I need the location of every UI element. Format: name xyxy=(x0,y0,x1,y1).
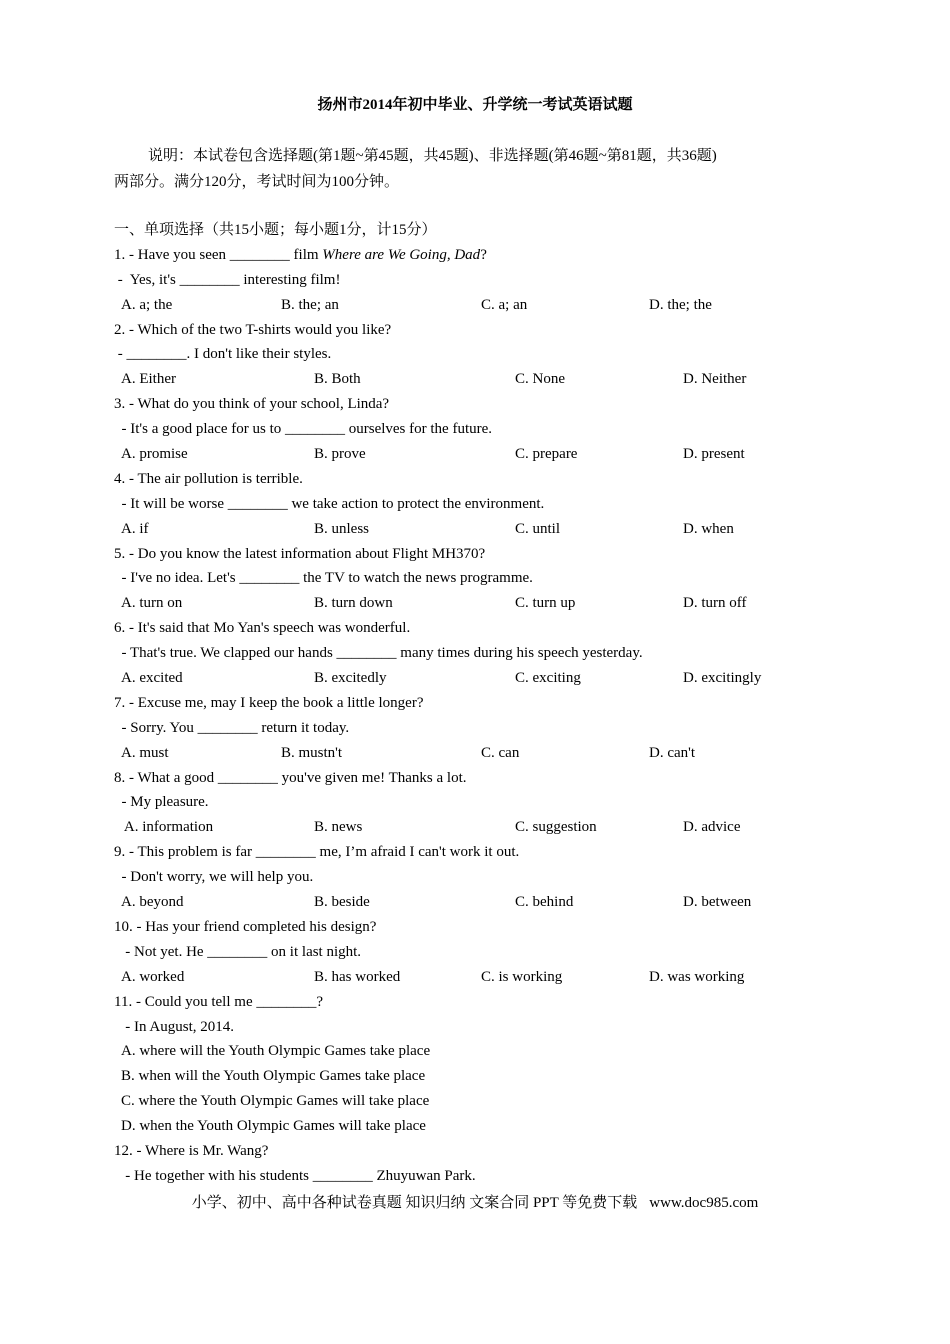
question-4-response: - It will be worse ________ we take action to protect the environment. xyxy=(114,495,545,512)
question-1-option-d: D. the; the xyxy=(649,296,712,313)
question-6-option-b: B. excitedly xyxy=(314,670,387,687)
question-7-prompt: 7. - Excuse me, may I keep the book a little longer? xyxy=(114,694,424,711)
footer-text: 小学、初中、高中各种试卷真题 知识归纳 文案合同 PPT 等免费下载 xyxy=(191,1195,638,1211)
question-1-options xyxy=(114,293,854,318)
film-title: Where are We Going, Dad xyxy=(322,246,481,263)
question-11-option-a: A. where will the Youth Olympic Games take place xyxy=(121,1043,431,1060)
instructions-line-2: 两部分。满分120分，考试时间为100分钟。 xyxy=(114,174,400,190)
question-11-option-c: C. where the Youth Olympic Games will take place xyxy=(121,1093,430,1110)
question-1-prompt xyxy=(114,243,854,268)
question-1-option-c: C. a; an xyxy=(481,296,528,313)
question-2-options xyxy=(114,367,854,392)
question-5-prompt: 5. - Do you know the latest information about Flight MH370? xyxy=(114,545,486,562)
question-8-options xyxy=(114,815,854,840)
question-9-option-a: A. beyond xyxy=(121,894,184,911)
question-6-option-a: A. excited xyxy=(121,670,183,687)
question-9-options xyxy=(114,890,854,915)
question-9-response: - Don't worry, we will help you. xyxy=(114,869,314,886)
question-4-options xyxy=(114,517,854,542)
question-list xyxy=(114,218,854,1189)
question-4-prompt: 4. - The air pollution is terrible. xyxy=(114,470,303,487)
question-2-option-d: D. Neither xyxy=(683,371,747,388)
question-5-option-a: A. turn on xyxy=(121,595,183,612)
question-7-option-b: B. mustn't xyxy=(281,744,343,761)
question-3-option-d: D. present xyxy=(683,446,745,463)
question-9-prompt: 9. - This problem is far ________ me, I’m afraid I can't work it out. xyxy=(114,844,520,861)
question-3-options xyxy=(114,442,854,467)
question-6-response: - That's true. We clapped our hands ________ many times during his speech yesterday. xyxy=(114,645,643,662)
question-9-option-d: D. between xyxy=(683,894,752,911)
question-9-option-c: C. behind xyxy=(515,894,574,911)
question-2-option-c: C. None xyxy=(515,371,565,388)
question-2-response: - ________. I don't like their styles. xyxy=(114,346,332,363)
question-3-prompt: 3. - What do you think of your school, Linda? xyxy=(114,396,390,413)
page-footer xyxy=(0,1191,950,1212)
question-3-option-a: A. promise xyxy=(121,446,188,463)
question-10-options xyxy=(114,965,854,990)
footer-url: www.doc985.com xyxy=(649,1195,759,1211)
question-12-prompt: 12. - Where is Mr. Wang? xyxy=(114,1142,269,1159)
question-11-prompt: 11. - Could you tell me ________? xyxy=(114,993,324,1010)
question-10-response: - Not yet. He ________ on it last night. xyxy=(114,943,362,960)
question-7-option-d: D. can't xyxy=(649,744,696,761)
question-2-option-a: A. Either xyxy=(121,371,176,388)
exam-instructions xyxy=(114,143,842,195)
question-11-option-d: D. when the Youth Olympic Games will take place xyxy=(121,1118,426,1135)
question-1-end: ? xyxy=(480,246,487,263)
question-6-option-d: D. excitingly xyxy=(683,670,762,687)
question-10-option-a: A. worked xyxy=(121,968,185,985)
question-12-response: - He together with his students ________ Zhuyuwan Park. xyxy=(114,1167,476,1184)
question-3-option-b: B. prove xyxy=(314,446,366,463)
question-2-prompt: 2. - Which of the two T-shirts would you like? xyxy=(114,321,392,338)
question-10-prompt: 10. - Has your friend completed his design? xyxy=(114,918,377,935)
question-5-option-d: D. turn off xyxy=(683,595,747,612)
question-7-option-c: C. can xyxy=(481,744,520,761)
question-10-option-c: C. is working xyxy=(481,968,563,985)
question-5-option-b: B. turn down xyxy=(314,595,393,612)
question-11-option-b: B. when will the Youth Olympic Games take place xyxy=(121,1068,426,1085)
question-2-option-b: B. Both xyxy=(314,371,361,388)
question-8-option-d: D. advice xyxy=(683,819,741,836)
question-8-prompt: 8. - What a good ________ you've given me! Thanks a lot. xyxy=(114,769,467,786)
question-6-options xyxy=(114,666,854,691)
question-3-response: - It's a good place for us to ________ ourselves for the future. xyxy=(114,421,493,438)
question-1-response: - Yes, it's ________ interesting film! xyxy=(114,271,341,288)
question-4-option-c: C. until xyxy=(515,520,561,537)
question-10-option-d: D. was working xyxy=(649,968,745,985)
exam-title: 扬州市2014年初中毕业、升学统一考试英语试题 xyxy=(317,97,633,113)
question-4-option-b: B. unless xyxy=(314,520,370,537)
question-1-option-b: B. the; an xyxy=(281,296,339,313)
question-9-option-b: B. beside xyxy=(314,894,370,911)
question-3-option-c: C. prepare xyxy=(515,446,578,463)
question-5-response: - I've no idea. Let's ________ the TV to watch the news programme. xyxy=(114,570,533,587)
question-5-options xyxy=(114,591,854,616)
question-8-option-c: C. suggestion xyxy=(515,819,597,836)
question-4-option-d: D. when xyxy=(683,520,734,537)
question-5-option-c: C. turn up xyxy=(515,595,576,612)
question-11-response: - In August, 2014. xyxy=(114,1018,234,1035)
question-1-option-a: A. a; the xyxy=(121,296,173,313)
question-6-option-c: C. exciting xyxy=(515,670,581,687)
question-1-text: 1. - Have you seen ________ film xyxy=(114,246,323,263)
instructions-line-1: 说明：本试卷包含选择题(第1题~第45题，共45题)、非选择题(第46题~第81题，共36题) xyxy=(148,148,717,164)
question-7-option-a: A. must xyxy=(121,744,169,761)
question-7-response: - Sorry. You ________ return it today. xyxy=(114,719,350,736)
question-4-option-a: A. if xyxy=(121,520,149,537)
question-8-option-b: B. news xyxy=(314,819,363,836)
section-heading: 一、单项选择（共15小题；每小题1分，计15分） xyxy=(114,222,437,238)
question-6-prompt: 6. - It's said that Mo Yan's speech was wonderful. xyxy=(114,620,411,637)
question-8-response: - My pleasure. xyxy=(114,794,209,811)
question-7-options xyxy=(114,741,854,766)
question-10-option-b: B. has worked xyxy=(314,968,401,985)
question-8-option-a: A. information xyxy=(121,819,214,836)
